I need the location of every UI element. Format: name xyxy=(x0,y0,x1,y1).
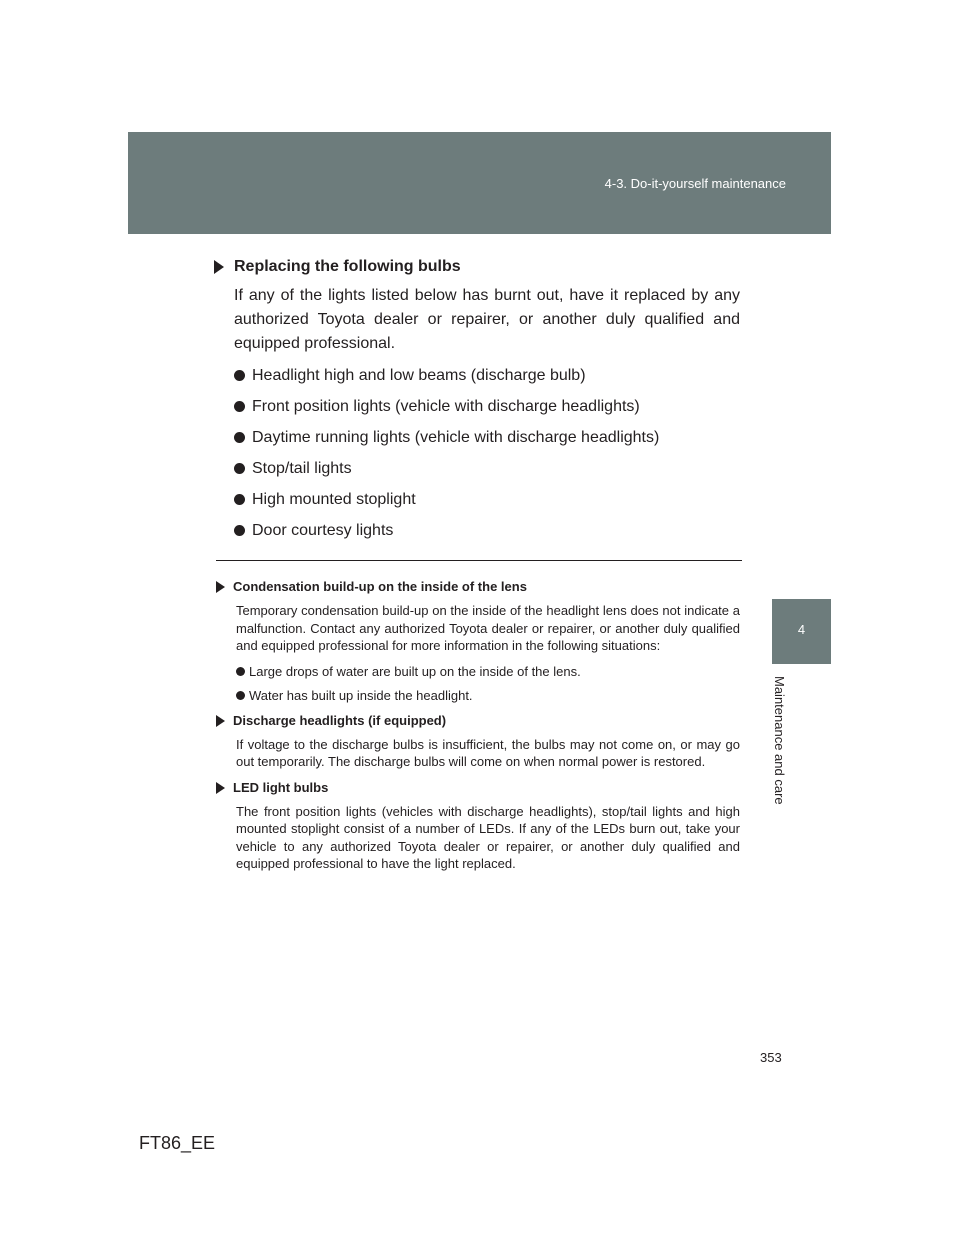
bulb-list xyxy=(234,366,740,541)
note-paragraph: Temporary condensation build-up on the inside of the headlight lens does not indicate a malfunction. Contact any authorized Toyota dealer or repairer, or another duly qualified and equipped professional for more information in the following situations: xyxy=(236,603,740,653)
chapter-tab xyxy=(772,599,831,664)
list-item: Daytime running lights (vehicle with discharge headlights) xyxy=(234,428,740,448)
note-paragraph: The front position lights (vehicles with discharge headlights), stop/tail lights and high mounted stoplight consist of a number of LEDs. If any of the LEDs burn out, take your vehicle to any authorized Toyota dealer or repairer, or another duly qualified and equipped professional to have the light replaced. xyxy=(236,803,740,871)
chapter-label-text: Maintenance and care xyxy=(772,676,787,805)
notes-section xyxy=(216,578,740,881)
bullet-dot-icon xyxy=(234,463,245,474)
bullet-dot-icon xyxy=(234,370,245,381)
triangle-bullet-icon xyxy=(216,782,225,794)
bullet-dot-icon xyxy=(236,691,245,700)
chapter-number: 4 xyxy=(797,622,806,637)
page-number: 353 xyxy=(760,1050,782,1065)
list-item: Large drops of water are built up on the inside of the lens. xyxy=(236,663,740,680)
list-item: Water has built up inside the headlight. xyxy=(236,687,740,704)
note-condensation xyxy=(216,578,740,704)
triangle-bullet-icon xyxy=(216,581,225,593)
main-heading-text: Replacing the following bulbs xyxy=(234,258,461,275)
list-item: Door courtesy lights xyxy=(234,521,740,541)
note-led xyxy=(216,779,740,873)
main-heading xyxy=(214,256,720,278)
bullet-dot-icon xyxy=(234,525,245,536)
note-paragraph: If voltage to the discharge bulbs is insufficient, the bulbs may not come on, or may go out temporarily. The discharge bulbs will come on when normal power is restored. xyxy=(236,736,740,769)
bullet-dot-icon xyxy=(234,494,245,505)
section-divider xyxy=(216,560,742,561)
note-list xyxy=(236,663,740,704)
main-section xyxy=(234,256,740,552)
note-discharge xyxy=(216,712,740,771)
note-heading: Discharge headlights (if equipped) xyxy=(216,712,740,730)
chapter-label xyxy=(772,676,804,805)
bullet-dot-icon xyxy=(234,432,245,443)
triangle-bullet-icon xyxy=(216,715,225,727)
header-band xyxy=(128,132,831,234)
list-item: Headlight high and low beams (discharge bulb) xyxy=(234,366,740,386)
list-item: Front position lights (vehicle with discharge headlights) xyxy=(234,397,740,417)
list-item: High mounted stoplight xyxy=(234,490,740,510)
note-heading: LED light bulbs xyxy=(216,779,740,797)
note-heading: Condensation build-up on the inside of the lens xyxy=(216,578,740,596)
triangle-bullet-icon xyxy=(214,260,224,274)
document-code: FT86_EE xyxy=(139,1133,216,1153)
main-paragraph: If any of the lights listed below has burnt out, have it replaced by any authorized Toyota dealer or repairer, or another duly qualified and equipped professional. xyxy=(234,287,740,352)
list-item: Stop/tail lights xyxy=(234,459,740,479)
section-title: 4-3. Do-it-yourself maintenance xyxy=(604,176,786,191)
bullet-dot-icon xyxy=(234,401,245,412)
bullet-dot-icon xyxy=(236,667,245,676)
